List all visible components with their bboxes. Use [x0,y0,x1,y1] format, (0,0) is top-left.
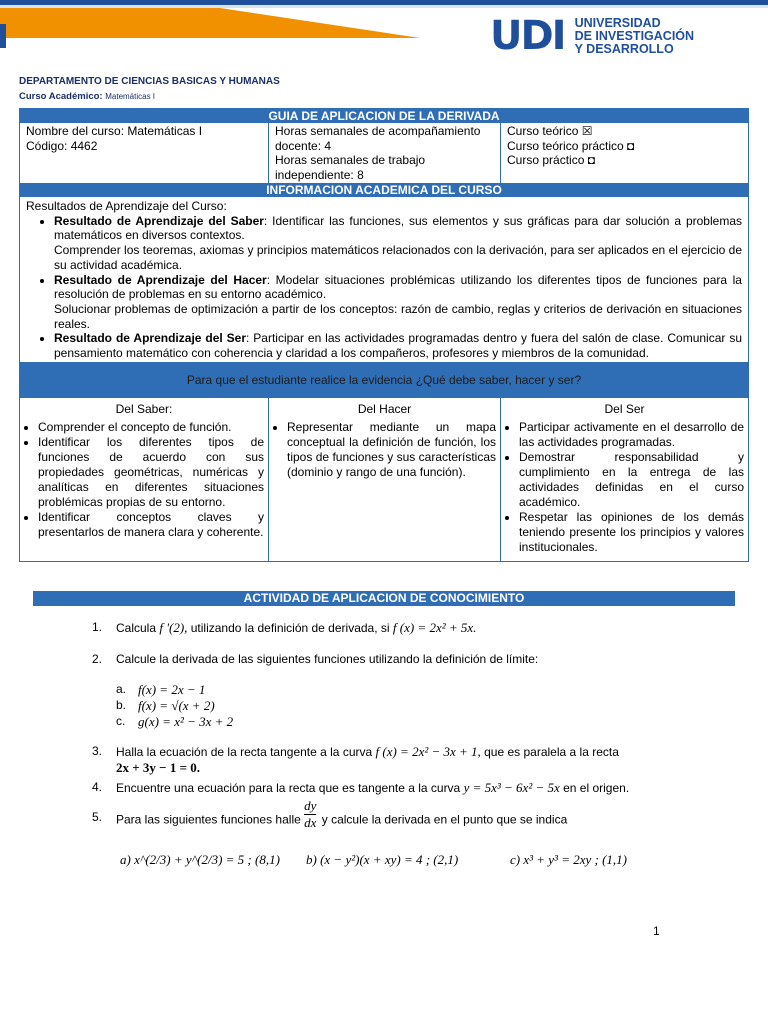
department-title: DEPARTAMENTO DE CIENCIAS BASICAS Y HUMANAS [19,76,280,87]
guide-title: GUIA DE APLICACION DE LA DERIVADA [20,109,748,123]
guide-table [19,108,749,562]
competencies-columns [20,398,748,561]
result-ser: • Resultado de Aprendizaje del Ser: Participar en las actividades programadas dentro y fuera del salón de clase. Comunicar su pensamiento matemático con coherencia y claridad a los compañeros, profesores y miembros de la comunidad. [54,331,742,360]
ser-column: Del Ser • Participar activamente en el desarrollo de las actividades programadas. • Demostrar responsabilidad y cumplimiento en la entrega de las actividades definidas en el curso académico. • Respetar las opiniones de los demás teniendo presente los principios y valores institucionales. [501,398,748,561]
page-number: 1 [653,924,660,938]
course-id-cell: Nombre del curso: Matemáticas I Código: 4462 [20,123,269,183]
evidence-question: Para que el estudiante realice la evidencia ¿Qué debe saber, hacer y ser? [20,362,748,398]
learning-results: Resultados de Aprendizaje del Curso: • Resultado de Aprendizaje del Saber: Identificar las funciones, sus elementos y sus gráficas para dar solución a problemas matemáticos en diversos contextos. Comprender los teoremas, axiomas y principios matemáticos relacionados con la derivación, para ser aplicados en el ejercicio de su actividad académica. • Resultado de Aprendizaje del Hacer: Modelar situaciones problémicas utilizando los diferentes tipos de funciones para la resolución de problemas en su entorno académico. Solucionar problemas de optimización a partir de los conceptos: razón de cambio, reglas y criterios de derivación en situaciones reales. • Resultado de Aprendizaje del Ser: Participar en las actividades programadas dentro y fuera del salón de clase. Comunicar su pensamiento matemático con coherencia y claridad a los compañeros, profesores y miembros de la comunidad. [20,197,748,362]
hacer-column: Del Hacer • Representar mediante un mapa conceptual la definición de función, los tipos de funciones y sus características (dominio y rango de una función). [269,398,501,561]
logo-text: UNIVERSIDAD DE INVESTIGACIÓN Y DESARROLLO [574,15,695,56]
saber-column: Del Saber: • Comprender el concepto de función. • Identificar los diferentes tipos de funciones de acuerdo con sus propiedades geométricas, numéricas y analíticas en diferentes situaciones problémicas propias de su entorno. • Identificar conceptos claves y presentarlos de manera clara y coherente. [20,398,269,561]
logo-mark: UDI [490,13,565,59]
course-info-row [20,123,748,183]
hours-cell: Horas semanales de acompañamiento docente: 4 Horas semanales de trabajo independiente: 8 [269,123,501,183]
activity-title: ACTIVIDAD DE APLICACION DE CONOCIMIENTO [33,591,735,606]
dy-dx-fraction: $\frac{dy}{dx}$ [304,798,317,830]
result-hacer: • Resultado de Aprendizaje del Hacer: Modelar situaciones problémicas utilizando los diferentes tipos de funciones para la resolución de problemas en su entorno académico. Solucionar problemas de optimización a partir de los conceptos: razón de cambio, reglas y criterios de derivación en situaciones reales. [54,273,742,332]
university-logo [490,13,695,59]
course-line: Curso Académico: Matemáticas I [19,91,156,102]
result-saber: • Resultado de Aprendizaje del Saber: Identificar las funciones, sus elementos y sus gráficas para dar solución a problemas matemáticos en diversos contextos. Comprender los teoremas, axiomas y principios matemáticos relacionados con la derivación, para ser aplicados en el ejercicio de su actividad académica. [54,214,742,273]
header-banner [0,0,768,78]
academic-info-title: INFORMACION ACADEMICA DEL CURSO [20,183,748,197]
course-type-cell: Curso teórico ☒ Curso teórico práctico ◘ Curso práctico ◘ [507,124,635,167]
